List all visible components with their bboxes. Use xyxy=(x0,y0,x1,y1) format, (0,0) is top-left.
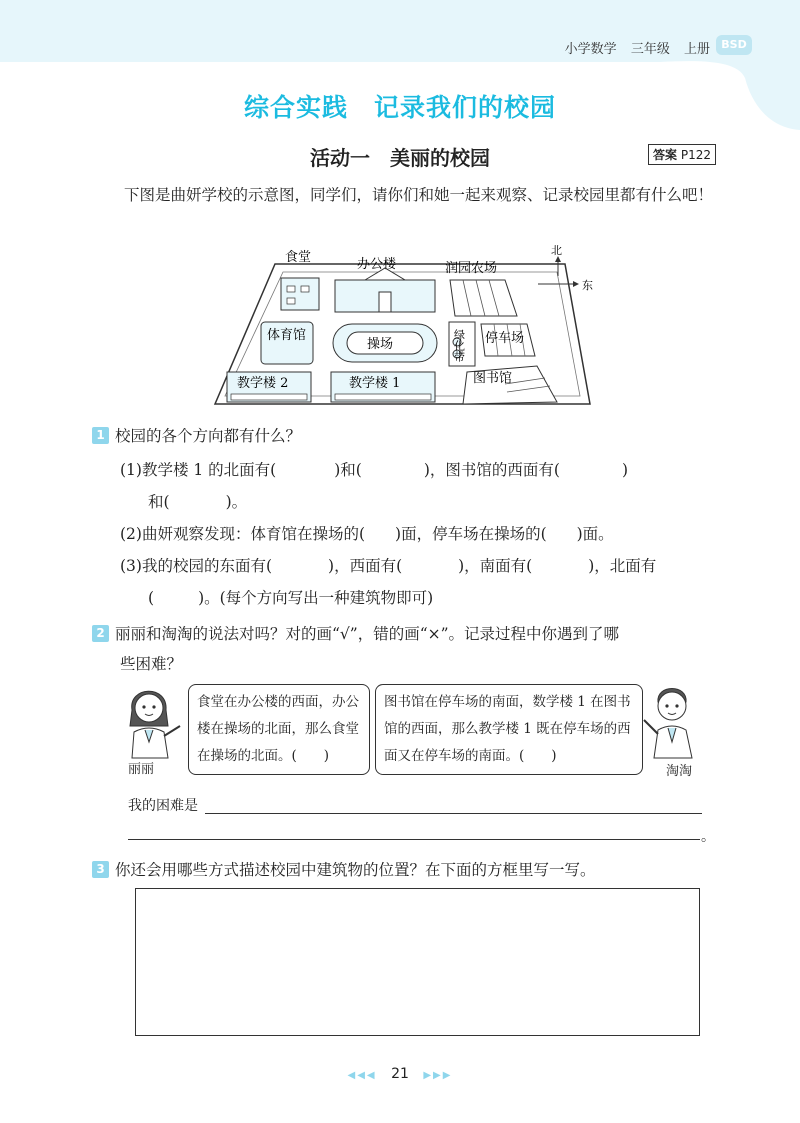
header-info xyxy=(555,38,710,57)
q1-sub3-part-c: )，南面有( xyxy=(458,557,533,575)
q1-sub3-part-a: (3)我的校园的东面有( xyxy=(120,557,273,575)
difficulty-line-1[interactable] xyxy=(205,812,702,814)
q1-sub2-part-a: (2)曲妍观察发现：体育馆在操场的( xyxy=(120,525,366,543)
map-label-teach2: 教学楼 2 xyxy=(237,376,289,391)
taotao-speech-bubble: 图书馆在停车场的南面，数学楼 1 在图书馆的西面，那么教学楼 1 既在停车场的西面又在停车场的南面。( ) xyxy=(375,684,643,775)
q1-sub2-part-c: )面。 xyxy=(576,525,614,543)
q1-sub1-part-e: 和( xyxy=(148,493,170,511)
map-label-green: 绿化带 xyxy=(452,329,466,362)
difficulty-label: 我的困难是 xyxy=(128,798,198,814)
farm-area xyxy=(450,280,517,316)
q3-prompt-text: 你还会用哪些方式描述校园中建筑物的位置？在下面的方框里写一写。 xyxy=(115,861,596,879)
q3-answer-box[interactable] xyxy=(135,888,700,1036)
lili-avatar xyxy=(118,680,184,760)
map-label-library: 图书馆 xyxy=(473,371,513,386)
difficulty-end: 。 xyxy=(701,829,715,845)
q2-prompt xyxy=(92,620,619,648)
compass-north: 北 xyxy=(551,244,562,257)
header-subject: 小学数学 xyxy=(564,42,617,57)
q1-sub1-part-f: )。 xyxy=(225,493,248,511)
campus-map xyxy=(205,244,600,416)
page-title: 综合实践 记录我们的校园 xyxy=(243,93,556,122)
q1-sub3-part-e: ( xyxy=(148,589,155,607)
compass-east: 东 xyxy=(582,279,593,292)
lili-speech-bubble: 食堂在办公楼的西面，办公楼在操场的北面，那么食堂在操场的北面。( ) xyxy=(188,684,370,775)
lili-name: 丽丽 xyxy=(128,762,155,777)
q1-sub3 xyxy=(120,552,656,580)
map-label-gym: 体育馆 xyxy=(267,328,307,343)
q2-prompt-line2: 些困难？ xyxy=(120,655,183,673)
map-label-canteen: 食堂 xyxy=(285,250,312,265)
map-label-parking: 停车场 xyxy=(485,331,525,346)
intro-text: 下图是曲妍学校的示意图，同学们，请你们和她一起来观察、记录校园里都有什么吧！ xyxy=(124,186,714,204)
q1-sub1-part-b: )和( xyxy=(334,461,362,479)
header-grade: 三年级 xyxy=(630,42,670,57)
q1-sub2-part-b: )面，停车场在操场的( xyxy=(395,525,547,543)
difficulty-line-2[interactable] xyxy=(128,838,700,840)
q1-sub3-part-d: )，北面有 xyxy=(588,557,657,575)
q1-number: 1 xyxy=(92,427,109,444)
q1-sub1-part-a: (1)教学楼 1 的北面有( xyxy=(120,461,277,479)
q1-sub3-part-b: )，西面有( xyxy=(328,557,403,575)
q1-sub1-cont xyxy=(148,488,247,516)
map-label-office: 办公楼 xyxy=(357,257,397,272)
activity-title: 活动一 美丽的校园 xyxy=(310,146,490,170)
map-label-farm: 润园农场 xyxy=(445,261,498,276)
q2-number: 2 xyxy=(92,625,109,642)
q1-prompt xyxy=(92,422,301,450)
q2-prompt-line1: 丽丽和淘淘的说法对吗？对的画“√”，错的画“×”。记录过程中你遇到了哪 xyxy=(115,625,620,643)
page-number: 21 xyxy=(391,1066,409,1082)
canteen-building xyxy=(281,278,319,310)
q3-number: 3 xyxy=(92,861,109,878)
q1-sub1-part-d: ) xyxy=(621,461,629,479)
q1-sub2 xyxy=(120,520,614,548)
answer-reference[interactable] xyxy=(648,144,716,165)
q3-prompt xyxy=(92,856,596,884)
q1-sub3-part-f: )。(每个方向写出一种建筑物即可) xyxy=(198,589,434,607)
taotao-name: 淘淘 xyxy=(666,764,693,779)
answer-label: 答案 xyxy=(653,148,678,162)
footer-right-arrows: ▶▶▶ xyxy=(423,1070,453,1081)
answer-page: P122 xyxy=(680,148,711,162)
q1-prompt-text: 校园的各个方向都有什么？ xyxy=(115,427,302,445)
map-label-teach1: 教学楼 1 xyxy=(349,376,401,391)
header-volume: 上册 xyxy=(683,42,710,57)
q1-sub1 xyxy=(120,456,628,484)
footer-left-arrows: ◀◀◀ xyxy=(347,1070,377,1081)
map-label-playground: 操场 xyxy=(367,337,394,352)
q1-sub3-cont xyxy=(148,584,433,612)
taotao-avatar xyxy=(640,678,706,760)
edition-badge: BSD xyxy=(716,35,752,55)
page-footer xyxy=(0,1066,800,1082)
q1-sub1-part-c: )，图书馆的西面有( xyxy=(423,461,560,479)
